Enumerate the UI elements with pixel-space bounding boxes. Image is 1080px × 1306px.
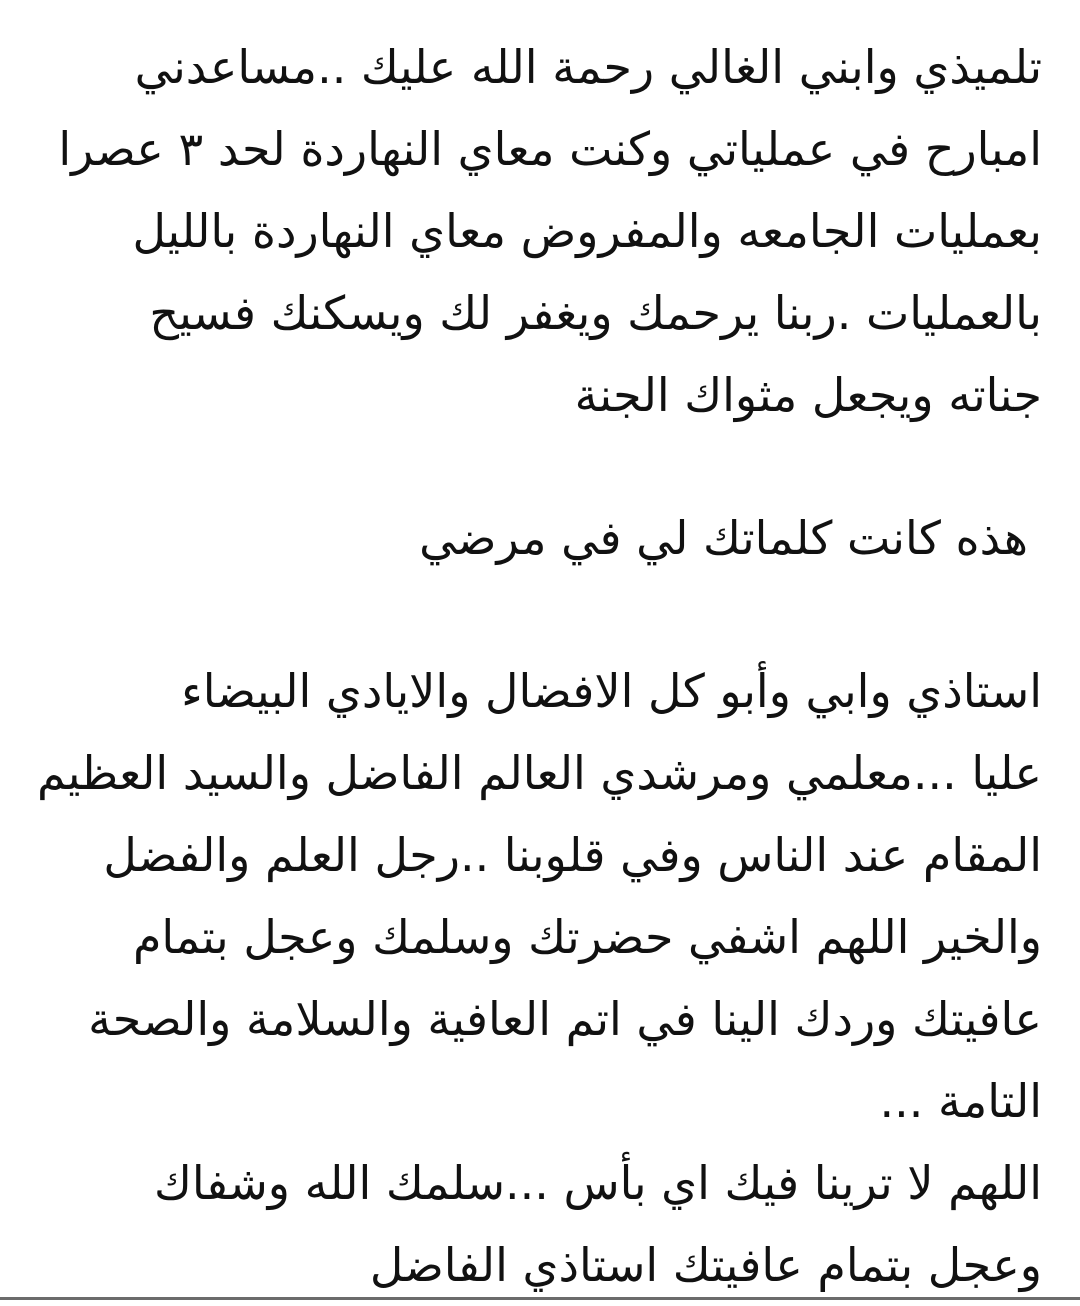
text-line: بالعمليات .ربنا يرحمك ويغفر لك ويسكنك فسيح [149,286,1042,340]
text-line: استاذي وابي وأبو كل الافضال والايادي البيضاء [181,664,1042,718]
text-line: جناته ويجعل مثواك الجنة [574,368,1042,422]
text-line: عليا ...معلمي ومرشدي العالم الفاضل والسيد العظيم [37,746,1042,800]
paragraph-quoted-message [32,650,1042,1306]
text-line: تلميذي وابني الغالي رحمة الله عليك ..مساعدني [134,40,1042,94]
text-line: والخير اللهم اشفي حضرتك وسلمك وعجل بتمام [132,910,1042,964]
bottom-divider [0,1297,1080,1300]
text-line: المقام عند الناس وفي قلوبنا ..رجل العلم والفضل [103,828,1042,882]
text-line: اللهم لا ترينا فيك اي بأس ...سلمك الله وشفاك [154,1156,1042,1210]
text-line: هذه كانت كلماتك لي في مرضي [419,511,1028,565]
text-line: عافيتك وردك الينا في اتم العافية والسلامة والصحة [88,992,1042,1046]
paragraph-intro [18,497,1028,579]
text-line: وعجل بتمام عافيتك استاذي الفاضل [369,1238,1042,1292]
text-line: امبارح في عملياتي وكنت معاي النهاردة لحد ٣ عصرا [58,122,1042,176]
text-line: بعمليات الجامعه والمفروض معاي النهاردة بالليل [132,204,1042,258]
text-line: التامة ... [879,1074,1042,1128]
paragraph-condolence [32,26,1042,436]
